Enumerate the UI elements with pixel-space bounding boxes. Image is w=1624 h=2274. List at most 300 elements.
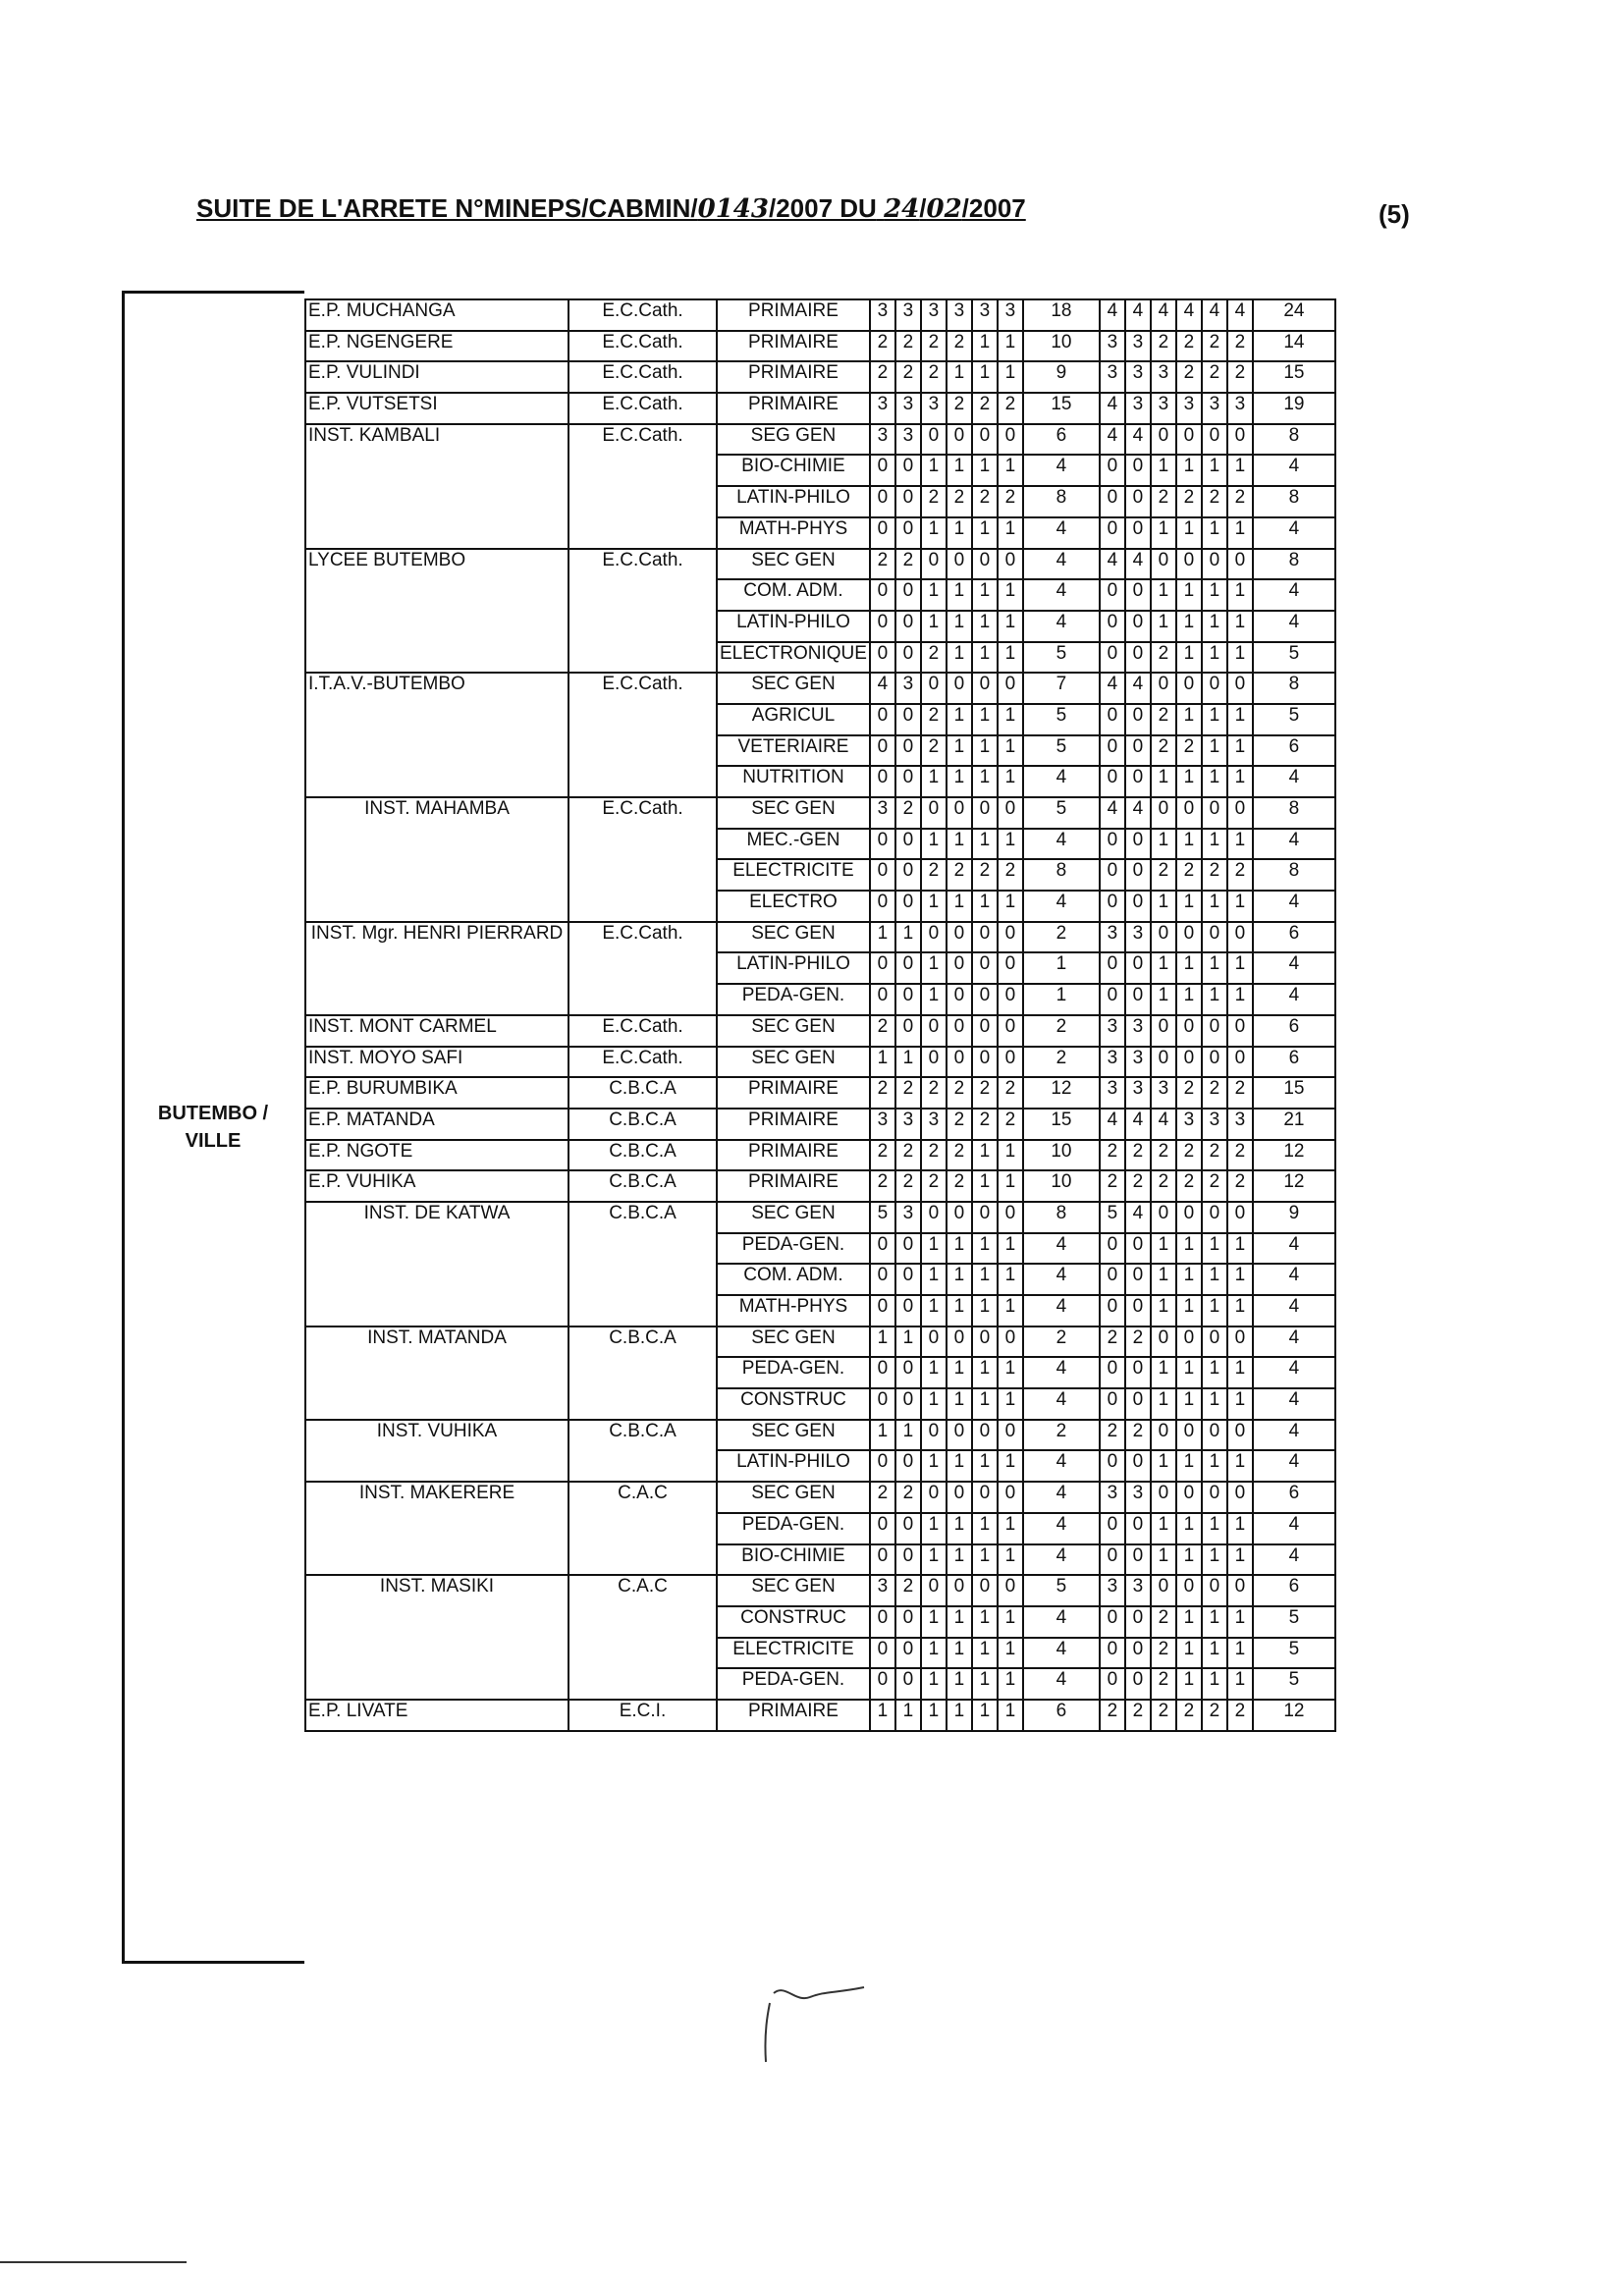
class-count-cell: 2 xyxy=(895,361,921,393)
class-count-cell: 3 xyxy=(921,393,947,424)
header-title: SUITE DE L'ARRETE N°MINEPS/CABMIN/ xyxy=(196,193,698,223)
class-count-cell: 1 xyxy=(1202,766,1227,797)
table-row xyxy=(305,424,1335,456)
class-count-cell: 3 xyxy=(1176,393,1202,424)
class-count-cell: 1 xyxy=(1227,1264,1253,1295)
class-count-cell: 2 xyxy=(1176,859,1202,891)
table-body xyxy=(305,299,1335,1731)
class-count-cell: 0 xyxy=(972,1575,998,1606)
class-count-cell: 2 xyxy=(1176,1077,1202,1109)
school-name: E.P. LIVATE xyxy=(305,1700,568,1731)
class-count-cell: 2 xyxy=(998,393,1023,424)
total-a-cell: 8 xyxy=(1023,859,1100,891)
option-cell: SEC GEN xyxy=(717,549,870,580)
class-count-cell: 0 xyxy=(1100,1450,1125,1482)
page-number: (5) xyxy=(1379,199,1410,229)
class-count-cell: 2 xyxy=(1202,331,1227,362)
class-count-cell: 2 xyxy=(1125,1420,1151,1451)
option-cell: SEC GEN xyxy=(717,1420,870,1451)
class-count-cell: 0 xyxy=(972,1202,998,1233)
class-count-cell: 3 xyxy=(1100,1015,1125,1047)
total-a-cell: 15 xyxy=(1023,393,1100,424)
class-count-cell: 0 xyxy=(1176,1015,1202,1047)
class-count-cell: 1 xyxy=(921,1544,947,1576)
class-count-cell: 1 xyxy=(972,1388,998,1420)
class-count-cell: 0 xyxy=(921,797,947,829)
class-count-cell: 1 xyxy=(947,766,972,797)
total-a-cell: 4 xyxy=(1023,1606,1100,1638)
school-gestion: E.C.Cath. xyxy=(568,299,717,331)
class-count-cell: 1 xyxy=(1202,984,1227,1015)
class-count-cell: 0 xyxy=(1125,1638,1151,1669)
class-count-cell: 0 xyxy=(1202,797,1227,829)
class-count-cell: 2 xyxy=(1151,331,1176,362)
class-count-cell: 1 xyxy=(998,1544,1023,1576)
class-count-cell: 1 xyxy=(1176,1388,1202,1420)
class-count-cell: 1 xyxy=(1151,455,1176,486)
class-count-cell: 1 xyxy=(947,642,972,674)
class-count-cell: 0 xyxy=(947,1420,972,1451)
total-b-cell: 4 xyxy=(1253,1388,1335,1420)
class-count-cell: 3 xyxy=(921,299,947,331)
total-a-cell: 5 xyxy=(1023,642,1100,674)
class-count-cell: 1 xyxy=(1151,766,1176,797)
total-b-cell: 8 xyxy=(1253,549,1335,580)
class-count-cell: 1 xyxy=(921,1513,947,1544)
total-a-cell: 18 xyxy=(1023,299,1100,331)
class-count-cell: 2 xyxy=(1151,1668,1176,1700)
class-count-cell: 0 xyxy=(895,642,921,674)
class-count-cell: 1 xyxy=(1227,1606,1253,1638)
class-count-cell: 0 xyxy=(998,1047,1023,1078)
table-row xyxy=(305,1170,1335,1202)
class-count-cell: 0 xyxy=(1176,1047,1202,1078)
class-count-cell: 2 xyxy=(1227,1140,1253,1171)
class-count-cell: 1 xyxy=(998,1170,1023,1202)
school-gestion: E.C.I. xyxy=(568,1700,717,1731)
class-count-cell: 2 xyxy=(870,1170,895,1202)
class-count-cell: 2 xyxy=(1176,331,1202,362)
class-count-cell: 1 xyxy=(1202,1388,1227,1420)
class-count-cell: 0 xyxy=(1125,1606,1151,1638)
class-count-cell: 0 xyxy=(947,1326,972,1358)
class-count-cell: 0 xyxy=(870,1606,895,1638)
class-count-cell: 1 xyxy=(1176,579,1202,611)
class-count-cell: 1 xyxy=(1176,1606,1202,1638)
class-count-cell: 0 xyxy=(947,922,972,953)
class-count-cell: 0 xyxy=(1125,952,1151,984)
total-b-cell: 8 xyxy=(1253,859,1335,891)
class-count-cell: 1 xyxy=(972,1606,998,1638)
school-gestion: E.C.Cath. xyxy=(568,331,717,362)
class-count-cell: 0 xyxy=(921,1420,947,1451)
option-cell: SEC GEN xyxy=(717,922,870,953)
total-a-cell: 4 xyxy=(1023,517,1100,549)
total-a-cell: 4 xyxy=(1023,1513,1100,1544)
footer-rule xyxy=(0,2261,187,2263)
class-count-cell: 0 xyxy=(1202,922,1227,953)
class-count-cell: 4 xyxy=(1176,299,1202,331)
class-count-cell: 2 xyxy=(972,393,998,424)
class-count-cell: 0 xyxy=(895,1606,921,1638)
class-count-cell: 2 xyxy=(1227,1170,1253,1202)
class-count-cell: 2 xyxy=(921,1077,947,1109)
class-count-cell: 0 xyxy=(870,1264,895,1295)
class-count-cell: 0 xyxy=(870,1233,895,1265)
school-gestion: C.A.C xyxy=(568,1482,717,1575)
option-cell: PRIMAIRE xyxy=(717,361,870,393)
class-count-cell: 1 xyxy=(1176,1264,1202,1295)
class-count-cell: 1 xyxy=(972,642,998,674)
total-b-cell: 5 xyxy=(1253,642,1335,674)
class-count-cell: 1 xyxy=(947,579,972,611)
class-count-cell: 3 xyxy=(870,393,895,424)
class-count-cell: 0 xyxy=(1227,1482,1253,1513)
class-count-cell: 1 xyxy=(921,891,947,922)
class-count-cell: 4 xyxy=(1125,673,1151,704)
class-count-cell: 1 xyxy=(1227,735,1253,767)
class-count-cell: 0 xyxy=(895,486,921,517)
class-count-cell: 2 xyxy=(895,549,921,580)
class-count-cell: 1 xyxy=(947,455,972,486)
class-count-cell: 0 xyxy=(1227,424,1253,456)
class-count-cell: 5 xyxy=(870,1202,895,1233)
class-count-cell: 0 xyxy=(1100,486,1125,517)
class-count-cell: 0 xyxy=(1100,1388,1125,1420)
class-count-cell: 3 xyxy=(1125,393,1151,424)
class-count-cell: 2 xyxy=(947,1109,972,1140)
class-count-cell: 2 xyxy=(870,361,895,393)
total-a-cell: 4 xyxy=(1023,1450,1100,1482)
total-b-cell: 5 xyxy=(1253,1668,1335,1700)
class-count-cell: 3 xyxy=(1100,1047,1125,1078)
class-count-cell: 0 xyxy=(1202,1047,1227,1078)
table-row xyxy=(305,922,1335,953)
class-count-cell: 0 xyxy=(870,486,895,517)
class-count-cell: 2 xyxy=(998,859,1023,891)
school-gestion: C.A.C xyxy=(568,1575,717,1700)
class-count-cell: 0 xyxy=(921,922,947,953)
class-count-cell: 1 xyxy=(972,1170,998,1202)
option-cell: ELECTRO xyxy=(717,891,870,922)
class-count-cell: 4 xyxy=(1125,549,1151,580)
school-gestion: E.C.Cath. xyxy=(568,673,717,797)
class-count-cell: 4 xyxy=(1100,299,1125,331)
school-name: E.P. NGOTE xyxy=(305,1140,568,1171)
class-count-cell: 1 xyxy=(998,766,1023,797)
school-name: LYCEE BUTEMBO xyxy=(305,549,568,674)
class-count-cell: 4 xyxy=(1125,424,1151,456)
class-count-cell: 1 xyxy=(972,1638,998,1669)
total-b-cell: 4 xyxy=(1253,1264,1335,1295)
class-count-cell: 1 xyxy=(1227,891,1253,922)
class-count-cell: 2 xyxy=(895,1482,921,1513)
option-cell: SEC GEN xyxy=(717,1015,870,1047)
class-count-cell: 1 xyxy=(895,1700,921,1731)
class-count-cell: 1 xyxy=(972,579,998,611)
class-count-cell: 1 xyxy=(947,1357,972,1388)
class-count-cell: 3 xyxy=(947,299,972,331)
school-schedule-table xyxy=(304,298,1336,1732)
class-count-cell: 0 xyxy=(1125,642,1151,674)
class-count-cell: 3 xyxy=(1100,1575,1125,1606)
class-count-cell: 4 xyxy=(1100,549,1125,580)
class-count-cell: 1 xyxy=(1202,952,1227,984)
class-count-cell: 3 xyxy=(1227,393,1253,424)
class-count-cell: 0 xyxy=(947,1575,972,1606)
class-count-cell: 1 xyxy=(947,1264,972,1295)
total-b-cell: 24 xyxy=(1253,299,1335,331)
total-b-cell: 8 xyxy=(1253,797,1335,829)
class-count-cell: 0 xyxy=(895,704,921,735)
class-count-cell: 1 xyxy=(1227,984,1253,1015)
school-name: INST. Mgr. HENRI PIERRARD xyxy=(305,922,568,1015)
class-count-cell: 2 xyxy=(1100,1700,1125,1731)
table-row xyxy=(305,1482,1335,1513)
class-count-cell: 1 xyxy=(921,1606,947,1638)
class-count-cell: 1 xyxy=(1227,1513,1253,1544)
class-count-cell: 0 xyxy=(1176,673,1202,704)
class-count-cell: 2 xyxy=(1100,1420,1125,1451)
class-count-cell: 2 xyxy=(1227,1077,1253,1109)
class-count-cell: 2 xyxy=(1100,1170,1125,1202)
class-count-cell: 1 xyxy=(947,1513,972,1544)
class-count-cell: 1 xyxy=(1176,704,1202,735)
class-count-cell: 1 xyxy=(998,579,1023,611)
option-cell: MATH-PHYS xyxy=(717,517,870,549)
option-cell: PRIMAIRE xyxy=(717,1700,870,1731)
option-cell: PRIMAIRE xyxy=(717,331,870,362)
table-row xyxy=(305,1140,1335,1171)
class-count-cell: 4 xyxy=(1100,673,1125,704)
school-name: E.P. BURUMBIKA xyxy=(305,1077,568,1109)
class-count-cell: 0 xyxy=(1227,922,1253,953)
class-count-cell: 3 xyxy=(895,673,921,704)
class-count-cell: 3 xyxy=(1125,1047,1151,1078)
class-count-cell: 1 xyxy=(1176,517,1202,549)
class-count-cell: 2 xyxy=(1151,642,1176,674)
class-count-cell: 1 xyxy=(921,952,947,984)
class-count-cell: 0 xyxy=(1125,829,1151,860)
class-count-cell: 1 xyxy=(972,1233,998,1265)
class-count-cell: 1 xyxy=(921,455,947,486)
option-cell: SEC GEN xyxy=(717,1575,870,1606)
class-count-cell: 0 xyxy=(1125,704,1151,735)
class-count-cell: 1 xyxy=(1176,1668,1202,1700)
class-count-cell: 2 xyxy=(1151,859,1176,891)
class-count-cell: 2 xyxy=(1151,1606,1176,1638)
option-cell: PRIMAIRE xyxy=(717,299,870,331)
option-cell: CONSTRUC xyxy=(717,1606,870,1638)
class-count-cell: 4 xyxy=(870,673,895,704)
class-count-cell: 1 xyxy=(1227,1450,1253,1482)
class-count-cell: 1 xyxy=(870,1420,895,1451)
class-count-cell: 3 xyxy=(1202,393,1227,424)
class-count-cell: 1 xyxy=(1176,1544,1202,1576)
table-row xyxy=(305,797,1335,829)
option-cell: BIO-CHIMIE xyxy=(717,1544,870,1576)
class-count-cell: 2 xyxy=(972,1077,998,1109)
class-count-cell: 1 xyxy=(947,829,972,860)
class-count-cell: 0 xyxy=(1176,424,1202,456)
total-b-cell: 4 xyxy=(1253,1233,1335,1265)
class-count-cell: 1 xyxy=(1227,611,1253,642)
class-count-cell: 1 xyxy=(1227,1544,1253,1576)
total-b-cell: 8 xyxy=(1253,673,1335,704)
school-gestion: E.C.Cath. xyxy=(568,393,717,424)
class-count-cell: 0 xyxy=(972,549,998,580)
table-row xyxy=(305,549,1335,580)
class-count-cell: 0 xyxy=(1151,1482,1176,1513)
class-count-cell: 1 xyxy=(947,1233,972,1265)
class-count-cell: 0 xyxy=(998,1015,1023,1047)
option-cell: ELECTRICITE xyxy=(717,1638,870,1669)
option-cell: PRIMAIRE xyxy=(717,1077,870,1109)
class-count-cell: 0 xyxy=(895,1544,921,1576)
class-count-cell: 1 xyxy=(1202,1513,1227,1544)
class-count-cell: 0 xyxy=(1151,797,1176,829)
class-count-cell: 0 xyxy=(1125,611,1151,642)
total-a-cell: 2 xyxy=(1023,1326,1100,1358)
class-count-cell: 1 xyxy=(1151,829,1176,860)
class-count-cell: 0 xyxy=(895,735,921,767)
total-b-cell: 19 xyxy=(1253,393,1335,424)
class-count-cell: 1 xyxy=(972,1295,998,1326)
school-gestion: C.B.C.A xyxy=(568,1140,717,1171)
class-count-cell: 1 xyxy=(1176,766,1202,797)
class-count-cell: 1 xyxy=(870,922,895,953)
class-count-cell: 2 xyxy=(947,486,972,517)
class-count-cell: 0 xyxy=(895,859,921,891)
class-count-cell: 1 xyxy=(998,704,1023,735)
class-count-cell: 1 xyxy=(1227,952,1253,984)
total-a-cell: 4 xyxy=(1023,1233,1100,1265)
class-count-cell: 0 xyxy=(972,673,998,704)
class-count-cell: 2 xyxy=(921,486,947,517)
class-count-cell: 3 xyxy=(870,299,895,331)
class-count-cell: 0 xyxy=(1227,1420,1253,1451)
option-cell: SEC GEN xyxy=(717,1202,870,1233)
class-count-cell: 1 xyxy=(1227,642,1253,674)
option-cell: SEC GEN xyxy=(717,1047,870,1078)
class-count-cell: 0 xyxy=(1227,1047,1253,1078)
class-count-cell: 2 xyxy=(1151,704,1176,735)
class-count-cell: 0 xyxy=(1100,1638,1125,1669)
class-count-cell: 3 xyxy=(1151,393,1176,424)
class-count-cell: 0 xyxy=(1100,735,1125,767)
option-cell: BIO-CHIMIE xyxy=(717,455,870,486)
class-count-cell: 1 xyxy=(998,1233,1023,1265)
class-count-cell: 0 xyxy=(870,766,895,797)
class-count-cell: 0 xyxy=(1100,952,1125,984)
class-count-cell: 1 xyxy=(1151,1233,1176,1265)
class-count-cell: 0 xyxy=(1100,579,1125,611)
class-count-cell: 1 xyxy=(1151,1544,1176,1576)
class-count-cell: 1 xyxy=(972,1450,998,1482)
school-gestion: E.C.Cath. xyxy=(568,361,717,393)
class-count-cell: 1 xyxy=(1202,1450,1227,1482)
class-count-cell: 0 xyxy=(1125,1544,1151,1576)
class-count-cell: 4 xyxy=(1100,1109,1125,1140)
class-count-cell: 1 xyxy=(1227,1295,1253,1326)
class-count-cell: 0 xyxy=(972,1326,998,1358)
class-count-cell: 1 xyxy=(972,1357,998,1388)
school-name: INST. MONT CARMEL xyxy=(305,1015,568,1047)
class-count-cell: 0 xyxy=(1100,704,1125,735)
class-count-cell: 1 xyxy=(1227,766,1253,797)
total-a-cell: 12 xyxy=(1023,1077,1100,1109)
total-a-cell: 2 xyxy=(1023,1047,1100,1078)
class-count-cell: 0 xyxy=(1202,1326,1227,1358)
class-count-cell: 1 xyxy=(972,1513,998,1544)
class-count-cell: 1 xyxy=(972,331,998,362)
school-name: I.T.A.V.-BUTEMBO xyxy=(305,673,568,797)
class-count-cell: 1 xyxy=(921,1700,947,1731)
class-count-cell: 3 xyxy=(972,299,998,331)
class-count-cell: 0 xyxy=(1151,424,1176,456)
class-count-cell: 0 xyxy=(895,829,921,860)
class-count-cell: 1 xyxy=(921,829,947,860)
class-count-cell: 1 xyxy=(921,1295,947,1326)
total-b-cell: 8 xyxy=(1253,424,1335,456)
class-count-cell: 2 xyxy=(1151,1170,1176,1202)
total-a-cell: 6 xyxy=(1023,1700,1100,1731)
class-count-cell: 1 xyxy=(998,517,1023,549)
class-count-cell: 1 xyxy=(1151,1450,1176,1482)
class-count-cell: 1 xyxy=(1202,517,1227,549)
class-count-cell: 0 xyxy=(947,984,972,1015)
class-count-cell: 0 xyxy=(870,829,895,860)
class-count-cell: 1 xyxy=(972,1544,998,1576)
total-b-cell: 4 xyxy=(1253,579,1335,611)
school-name: INST. VUHIKA xyxy=(305,1420,568,1482)
class-count-cell: 1 xyxy=(947,735,972,767)
class-count-cell: 1 xyxy=(1176,984,1202,1015)
class-count-cell: 1 xyxy=(998,1638,1023,1669)
option-cell: AGRICUL xyxy=(717,704,870,735)
total-a-cell: 2 xyxy=(1023,1015,1100,1047)
class-count-cell: 0 xyxy=(895,1264,921,1295)
class-count-cell: 1 xyxy=(1227,704,1253,735)
total-a-cell: 8 xyxy=(1023,1202,1100,1233)
class-count-cell: 0 xyxy=(1176,1420,1202,1451)
class-count-cell: 0 xyxy=(972,797,998,829)
class-count-cell: 1 xyxy=(1202,1544,1227,1576)
class-count-cell: 1 xyxy=(921,611,947,642)
total-b-cell: 4 xyxy=(1253,1420,1335,1451)
school-gestion: E.C.Cath. xyxy=(568,1047,717,1078)
class-count-cell: 0 xyxy=(947,673,972,704)
total-a-cell: 15 xyxy=(1023,1109,1100,1140)
document-header xyxy=(196,193,1178,233)
table-row xyxy=(305,1047,1335,1078)
class-count-cell: 1 xyxy=(921,984,947,1015)
class-count-cell: 1 xyxy=(895,1420,921,1451)
class-count-cell: 0 xyxy=(870,891,895,922)
class-count-cell: 2 xyxy=(1202,1170,1227,1202)
header-date-end: /2007 xyxy=(961,193,1026,223)
table-row xyxy=(305,1700,1335,1731)
class-count-cell: 2 xyxy=(1100,1326,1125,1358)
class-count-cell: 3 xyxy=(1125,1575,1151,1606)
class-count-cell: 0 xyxy=(998,922,1023,953)
option-cell: PEDA-GEN. xyxy=(717,1513,870,1544)
class-count-cell: 1 xyxy=(1202,1668,1227,1700)
class-count-cell: 0 xyxy=(870,1388,895,1420)
class-count-cell: 2 xyxy=(1202,1140,1227,1171)
option-cell: MATH-PHYS xyxy=(717,1295,870,1326)
total-b-cell: 6 xyxy=(1253,1047,1335,1078)
